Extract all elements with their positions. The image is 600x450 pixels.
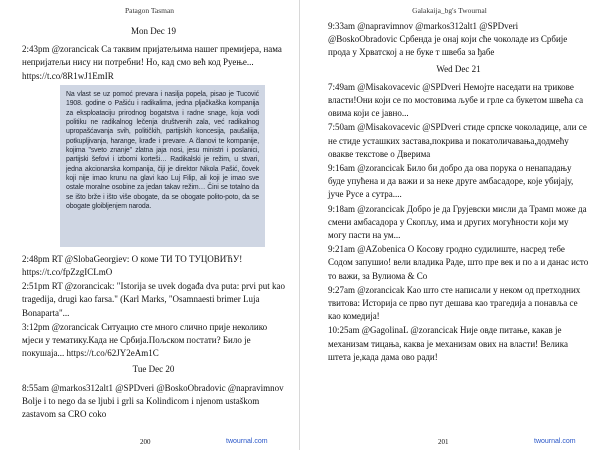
right-page-content [328,20,589,365]
left-site-link[interactable]: twournal.com [226,438,268,445]
day-heading: Mon Dec 19 [131,26,176,36]
tweet-entry: 7:50am @Misakovacevic @SPDveri стиде српске чоколадице, али се не стиде усташких застава,покрива и покатоличавања,додмећу овакве текстове о Дверима [328,122,587,159]
tweet-entry: 2:43pm @zorancicak Са таквим пријатељима нашег премијера, нама непријатељи нису ни потребни! Но, кад смо већ код Руење... https://t.co/8R1wJ1EmIR [22,44,282,81]
tweet-entry: 10:25am @GagolinaL @zorancicak Није овде питање, какав је механизам тицања, каква је механизам ових на власти! Велика штета је,када дама ово ради! [328,325,568,362]
right-page [300,0,599,450]
left-entries-after-image [22,253,285,421]
tweet-entry: 9:27am @zorancicak Као што сте написали у неком од претходних твитова: Историја се прво пут дешава као трагедија а понавља се као комедија! [328,284,581,322]
tweet-entry: 9:21am @AZobenica О Косову гродно судилиште, насред тебе Содом запушио! вели владика Раде, што пре век и по а и данас исто то важи, за Вулиома & Co [328,244,589,281]
right-page-number: 201 [438,438,449,446]
tweet-entry: 9:33am @napravimnov @markos312alt1 @SPDveri @BoskoObradovic Србенда је онај који сће чоколаде из Србије прода у Хрватској а не буке т швеба за ђабе [328,21,568,58]
clipping-text: Na vlast se uz pomoć prevara i nasilja popela, pisao je Tucović 1908. godine o Pašiću i radikalima, jedna pljačkaška kompanija za eksploataciju prirodnog bogatstva i radne snage, koja vodi politiku ne radikalnog lečenja društvenih zala, već radikalnog upropašćavanja svih, političkih, partijskih koncesija, paušaliija, potkuplјivanja, harange, krađe i prevare. A članovi te kompanije, kojima "sveto znanje" zlatna jaja nosi, jesu ministri i poslanici, partijski šefovi i izborni korteši… Radikalski je režim, u stvari, jedna akcionarska kompanija, čiji je direktor Nikola Pašić, čovek koji nije imao krunu na glavi kao Luj Filip, ali koji je imao sve ostale moralne osobine za jedan takav režim… Čini se totalno da se išto brže i išto više obogate, da se obogate polito-poto, da se obogate gloibljenjem naroda. [66,90,259,210]
tweet-entry: 7:49am @Misakovacevic @SPDveri Немојте наседати на трикове власти!Они који се по мостовима љубе и грле са букетом швећа са овима који се јавно... [328,81,584,119]
tweet-entry: 8:55am @markos312alt1 @SPDveri @BoskoObradovic @napravimnov Bolje i to nego da se ljubi i grli sa Kolindicom i njenom ustaškom zastavom sa CRO coko [22,382,284,420]
newspaper-clipping-image [60,85,265,247]
right-site-link[interactable]: twournal.com [534,438,576,445]
left-entries-before-image [22,25,285,83]
left-page-header: Patagon Tasman [124,6,175,15]
tweet-entry: 2:51pm RT @zorancicak: "Istorija se uvek događa dva puta: prvi put kao tragedija, drugi kao farsa." (Karl Marks, "Osamnaesti brimer Luja Bonaparta"... [22,281,285,318]
tweet-entry: 9:18am @zorancicak Добро је да Грујевски мисли да Трамп може да смени амбасадора у Скопљу, има и других могућности који му могу пасти на ум... [328,203,587,241]
day-heading: Tue Dec 20 [132,364,175,375]
tweet-entry: 9:16am @zorancicak Било би добро да ова порука о ненападању буде упућена и да важи и за неке друге амбасадоре, које убијају, јуче Русе а сутра.... [328,163,574,200]
day-heading: Wed Dec 21 [436,63,481,74]
right-page-header: Galakaija_bg's Twournal [412,6,487,15]
left-page-content [22,22,285,422]
tweet-entry: 2:48pm RT @SlobaGeorgiev: О коме ТИ ТО ТУЦОВИЋУ! https://t.co/fpZzgICLmO [22,253,243,278]
tweet-entry: 3:12pm @zorancicak Ситуацио сте много слично прије неколико мјеси у тематику.Када не Србија.Пољском постати? Било је покушаја... https://t.co/62JY2eAm1C [22,321,268,359]
left-page-number: 200 [140,438,151,446]
